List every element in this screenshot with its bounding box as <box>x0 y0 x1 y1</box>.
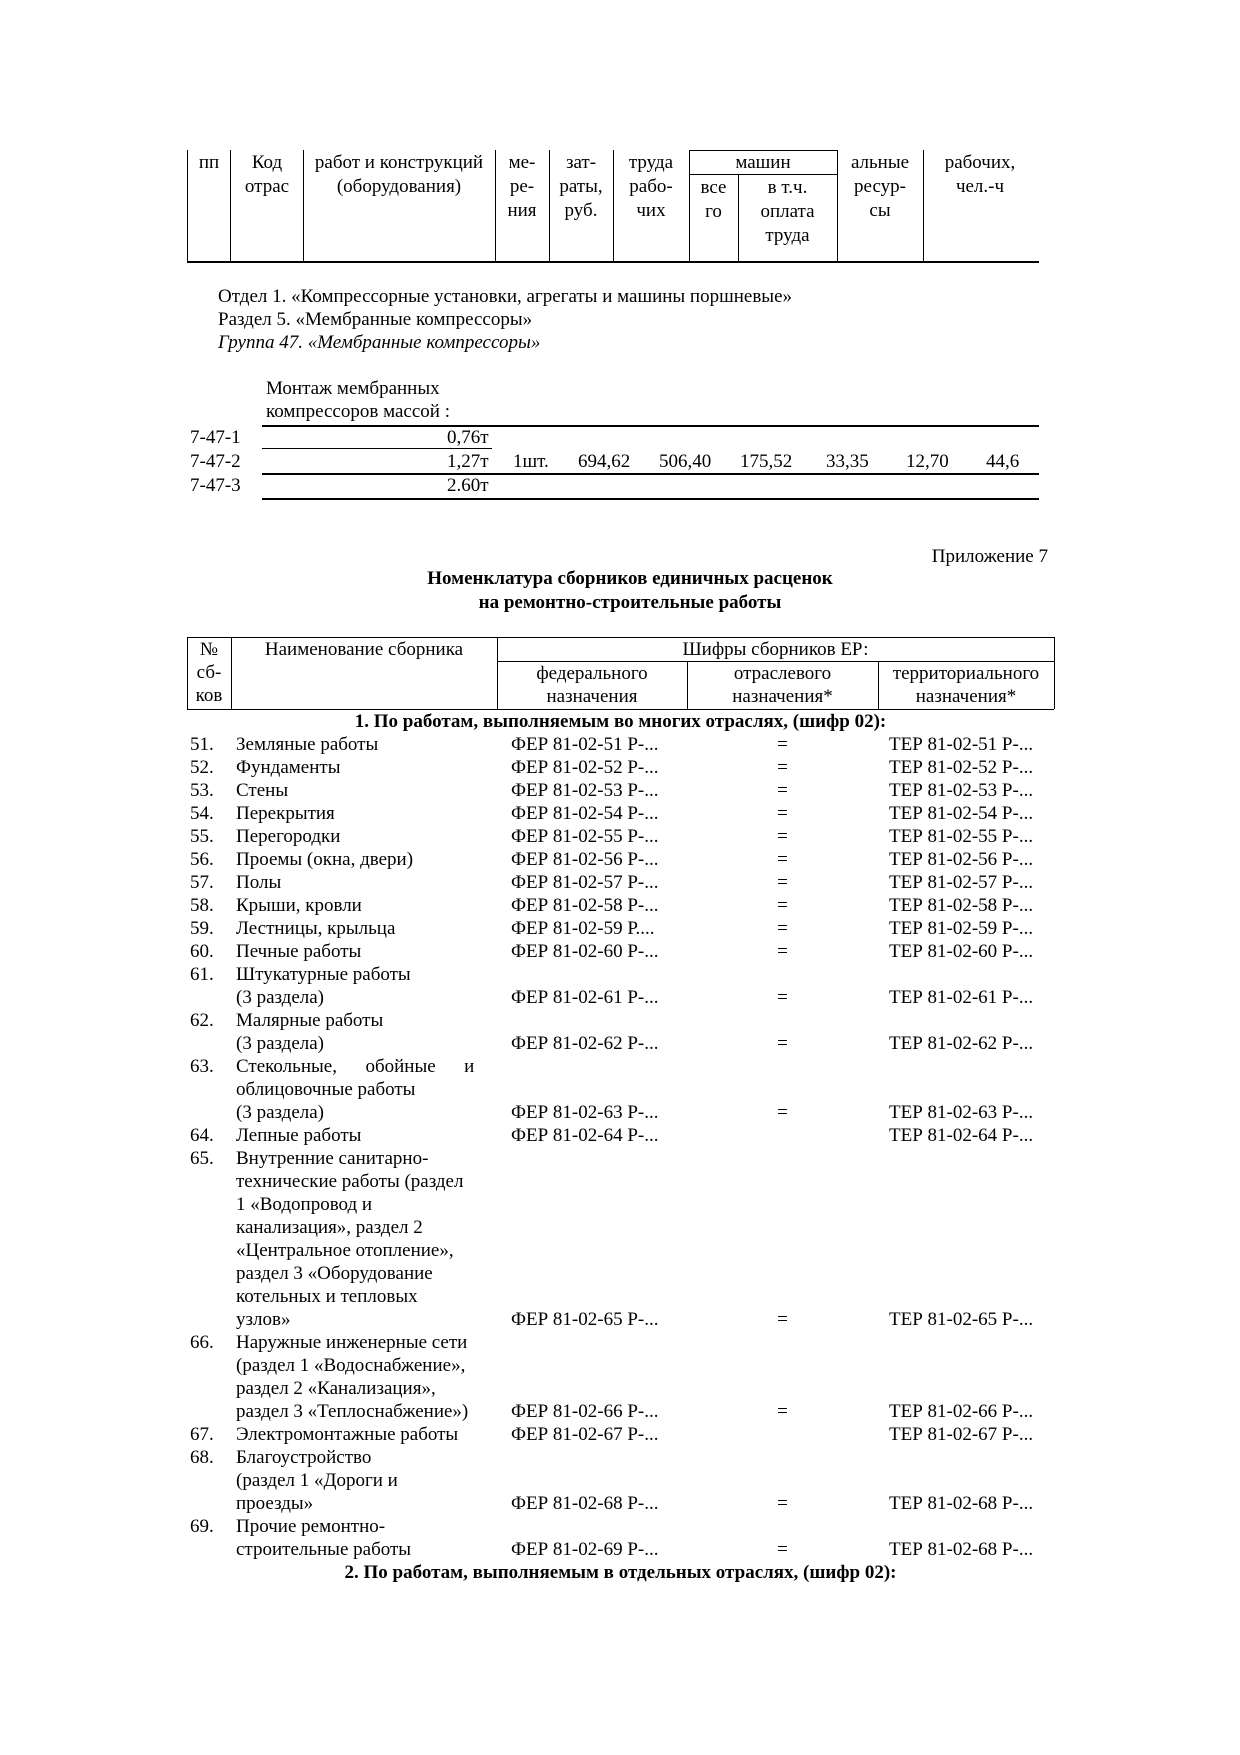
nom-header-num: № сб- ков <box>195 639 223 706</box>
row-name-line: (раздел 1 «Водоснабжение», <box>236 1355 466 1376</box>
row-number: 57. <box>190 872 214 893</box>
row-fed-code: ФЕР 81-02-57 Р-... <box>511 872 659 893</box>
row-number: 62. <box>190 1010 214 1031</box>
row-fed-code: ФЕР 81-02-67 Р-... <box>511 1424 659 1445</box>
row-ter-code: ТЕР 81-02-56 Р-... <box>889 849 1034 870</box>
row-otr-code: = <box>777 918 788 939</box>
montazh-v6: 44,6 <box>986 451 1020 472</box>
row-otr-code: = <box>777 941 788 962</box>
header-col-mashin: машин <box>735 152 791 173</box>
montazh-unit: 1шт. <box>513 451 549 472</box>
row-otr-code: = <box>777 826 788 847</box>
row-name-line: котельных и тепловых <box>236 1286 418 1307</box>
montazh-code: 7-47-3 <box>190 475 241 496</box>
row-name-line: (3 раздела) <box>236 1102 325 1123</box>
header-col-resursy: альные ресур- сы <box>850 152 910 221</box>
row-number: 52. <box>190 757 214 778</box>
row-name-line: строительные работы <box>236 1539 412 1560</box>
row-ter-code: ТЕР 81-02-54 Р-... <box>889 803 1034 824</box>
part1-title: 1. По работам, выполняемым во многих отраслях, (шифр 02): <box>354 711 887 732</box>
montazh-v5: 12,70 <box>906 451 949 472</box>
montazh-row-3 <box>0 474 1240 497</box>
montazh-v2: 506,40 <box>659 451 712 472</box>
nom-header-shifry: Шифры сборников ЕР: <box>682 639 869 660</box>
row-otr-code: = <box>777 1539 788 1560</box>
row-name-line: узлов» <box>236 1309 291 1330</box>
row-name-line: Печные работы <box>236 941 362 962</box>
row-fed-code: ФЕР 81-02-56 Р-... <box>511 849 659 870</box>
row-ter-code: ТЕР 81-02-57 Р-... <box>889 872 1034 893</box>
row-otr-code: = <box>777 895 788 916</box>
row-number: 65. <box>190 1148 214 1169</box>
row-name-line: Крыши, кровли <box>236 895 362 916</box>
row-ter-code: ТЕР 81-02-55 Р-... <box>889 826 1034 847</box>
row-name-line: (3 раздела) <box>236 987 325 1008</box>
row-fed-code: ФЕР 81-02-64 Р-... <box>511 1125 659 1146</box>
montazh-mass: 2.60т <box>447 475 489 496</box>
row-otr-code: = <box>777 803 788 824</box>
row-otr-code: = <box>777 1309 788 1330</box>
row-otr-code: = <box>777 1401 788 1422</box>
row-fed-code: ФЕР 81-02-53 Р-... <box>511 780 659 801</box>
row-name-line: Внутренние санитарно- <box>236 1148 429 1169</box>
row-ter-code: ТЕР 81-02-52 Р-... <box>889 757 1034 778</box>
row-ter-code: ТЕР 81-02-66 Р-... <box>889 1401 1034 1422</box>
appendix-title-line2: на ремонтно-строительные работы <box>478 592 782 613</box>
row-fed-code: ФЕР 81-02-51 Р-... <box>511 734 659 755</box>
row-name-line: (3 раздела) <box>236 1033 325 1054</box>
row-fed-code: ФЕР 81-02-62 Р-... <box>511 1033 659 1054</box>
row-ter-code: ТЕР 81-02-68 Р-... <box>889 1539 1034 1560</box>
row-number: 59. <box>190 918 214 939</box>
row-number: 64. <box>190 1125 214 1146</box>
row-name-line: технические работы (раздел <box>236 1171 464 1192</box>
montazh-v1: 694,62 <box>578 451 631 472</box>
row-otr-code: = <box>777 1493 788 1514</box>
header-col-raboty: работ и конструкций (оборудования) <box>314 152 484 197</box>
row-name-line: Проемы (окна, двери) <box>236 849 414 870</box>
row-number: 53. <box>190 780 214 801</box>
row-name-line: канализация», раздел 2 <box>236 1217 423 1238</box>
row-name-line: Земляные работы <box>236 734 379 755</box>
row-number: 61. <box>190 964 214 985</box>
row-ter-code: ТЕР 81-02-62 Р-... <box>889 1033 1034 1054</box>
row-ter-code: ТЕР 81-02-60 Р-... <box>889 941 1034 962</box>
montazh-mass: 1,27т <box>447 451 489 472</box>
row-name-line: Лепные работы <box>236 1125 362 1146</box>
nom-header-fed: федерального назначения <box>536 663 648 707</box>
row-otr-code: = <box>777 1033 788 1054</box>
header-col-kod: Код отрас <box>244 152 290 197</box>
montazh-row-2 <box>0 450 1240 473</box>
row-name-line: Наружные инженерные сети <box>236 1332 468 1353</box>
header-col-mashin-vsego: все го <box>700 177 727 222</box>
row-ter-code: ТЕР 81-02-68 Р-... <box>889 1493 1034 1514</box>
row-name-line: Благоустройство <box>236 1447 372 1468</box>
gruppa-title: Группа 47. «Мембранные компрессоры» <box>218 332 541 353</box>
row-name-line: Полы <box>236 872 282 893</box>
row-number: 60. <box>190 941 214 962</box>
row-ter-code: ТЕР 81-02-61 Р-... <box>889 987 1034 1008</box>
row-number: 55. <box>190 826 214 847</box>
row-number: 69. <box>190 1516 214 1537</box>
row-name-line: Фундаменты <box>236 757 341 778</box>
row-ter-code: ТЕР 81-02-51 Р-... <box>889 734 1034 755</box>
row-number: 58. <box>190 895 214 916</box>
row-number: 63. <box>190 1056 214 1077</box>
row-name-line: раздел 3 «Оборудование <box>236 1263 433 1284</box>
row-ter-code: ТЕР 81-02-67 Р-... <box>889 1424 1034 1445</box>
razdel-title: Раздел 5. «Мембранные компрессоры» <box>218 309 533 330</box>
montazh-code: 7-47-1 <box>190 427 241 448</box>
row-fed-code: ФЕР 81-02-60 Р-... <box>511 941 659 962</box>
row-number: 67. <box>190 1424 214 1445</box>
row-number: 66. <box>190 1332 214 1353</box>
montazh-v4: 33,35 <box>826 451 869 472</box>
montazh-v3: 175,52 <box>740 451 793 472</box>
row-name-line: Стены <box>236 780 289 801</box>
row-otr-code: = <box>777 780 788 801</box>
row-number: 56. <box>190 849 214 870</box>
appendix-title <box>330 567 930 615</box>
row-name-line: (раздел 1 «Дороги и <box>236 1470 398 1491</box>
row-otr-code: = <box>777 987 788 1008</box>
row-fed-code: ФЕР 81-02-58 Р-... <box>511 895 659 916</box>
row-ter-code: ТЕР 81-02-63 Р-... <box>889 1102 1034 1123</box>
row-fed-code: ФЕР 81-02-52 Р-... <box>511 757 659 778</box>
row-number: 68. <box>190 1447 214 1468</box>
montazh-code: 7-47-2 <box>190 451 241 472</box>
montazh-title <box>266 378 450 423</box>
row-fed-code: ФЕР 81-02-66 Р-... <box>511 1401 659 1422</box>
row-name-line: «Центральное отопление», <box>236 1240 454 1261</box>
nom-header-otr: отраслевого назначения* <box>732 663 833 707</box>
row-name-line: облицовочные работы <box>236 1079 416 1100</box>
part2-title: 2. По работам, выполняемым в отдельных отраслях, (шифр 02): <box>344 1562 897 1583</box>
row-number: 51. <box>190 734 214 755</box>
montazh-title-line1: Монтаж мембранных <box>266 378 440 399</box>
row-fed-code: ФЕР 81-02-59 Р.... <box>511 918 655 939</box>
row-number: 54. <box>190 803 214 824</box>
row-fed-code: ФЕР 81-02-65 Р-... <box>511 1309 659 1330</box>
appendix-title-line1: Номенклатура сборников единичных расценок <box>427 568 833 589</box>
montazh-row-1 <box>0 426 1240 449</box>
row-name-line: Стекольные, обойные и <box>236 1056 475 1077</box>
row-otr-code: = <box>777 734 788 755</box>
row-fed-code: ФЕР 81-02-55 Р-... <box>511 826 659 847</box>
header-col-mashin-oplata: в т.ч. оплата труда <box>760 177 815 246</box>
row-fed-code: ФЕР 81-02-54 Р-... <box>511 803 659 824</box>
row-name-line: Лестницы, крыльца <box>236 918 396 939</box>
row-ter-code: ТЕР 81-02-59 Р-... <box>889 918 1034 939</box>
row-ter-code: ТЕР 81-02-64 Р-... <box>889 1125 1034 1146</box>
row-name-line: Перекрытия <box>236 803 335 824</box>
row-otr-code: = <box>777 757 788 778</box>
row-fed-code: ФЕР 81-02-61 Р-... <box>511 987 659 1008</box>
header-col-truda: труда рабо- чих <box>628 152 674 221</box>
appendix-label: Приложение 7 <box>931 546 1048 567</box>
header-col-rabochih: рабочих, чел.-ч <box>944 152 1016 197</box>
montazh-title-line2: компрессоров массой : <box>266 400 450 422</box>
row-name-line: Штукатурные работы <box>236 964 411 985</box>
montazh-mass: 0,76т <box>447 427 489 448</box>
row-otr-code: = <box>777 1102 788 1123</box>
row-name-line: раздел 3 «Теплоснабжение») <box>236 1401 469 1422</box>
header-col-mereniya: ме- ре- ния <box>507 152 537 221</box>
header-col-zatraty: зат- раты, руб. <box>559 152 603 221</box>
row-fed-code: ФЕР 81-02-63 Р-... <box>511 1102 659 1123</box>
row-otr-code: = <box>777 849 788 870</box>
row-fed-code: ФЕР 81-02-69 Р-... <box>511 1539 659 1560</box>
nom-header-name: Наименование сборника <box>264 639 464 660</box>
row-name-line: раздел 2 «Канализация», <box>236 1378 436 1399</box>
row-otr-code: = <box>777 872 788 893</box>
header-col-pp: пп <box>198 152 220 173</box>
row-ter-code: ТЕР 81-02-58 Р-... <box>889 895 1034 916</box>
row-name-line: Перегородки <box>236 826 341 847</box>
row-name-line: Прочие ремонтно- <box>236 1516 386 1537</box>
otdel-title: Отдел 1. «Компрессорные установки, агрегаты и машины поршневые» <box>218 286 792 307</box>
row-name-line: проезды» <box>236 1493 314 1514</box>
nom-header-ter: территориального назначения* <box>892 663 1040 707</box>
row-ter-code: ТЕР 81-02-65 Р-... <box>889 1309 1034 1330</box>
row-ter-code: ТЕР 81-02-53 Р-... <box>889 780 1034 801</box>
row-name-line: Малярные работы <box>236 1010 384 1031</box>
row-name-line: Электромонтажные работы <box>236 1424 459 1445</box>
row-name-line: 1 «Водопровод и <box>236 1194 373 1215</box>
row-fed-code: ФЕР 81-02-68 Р-... <box>511 1493 659 1514</box>
